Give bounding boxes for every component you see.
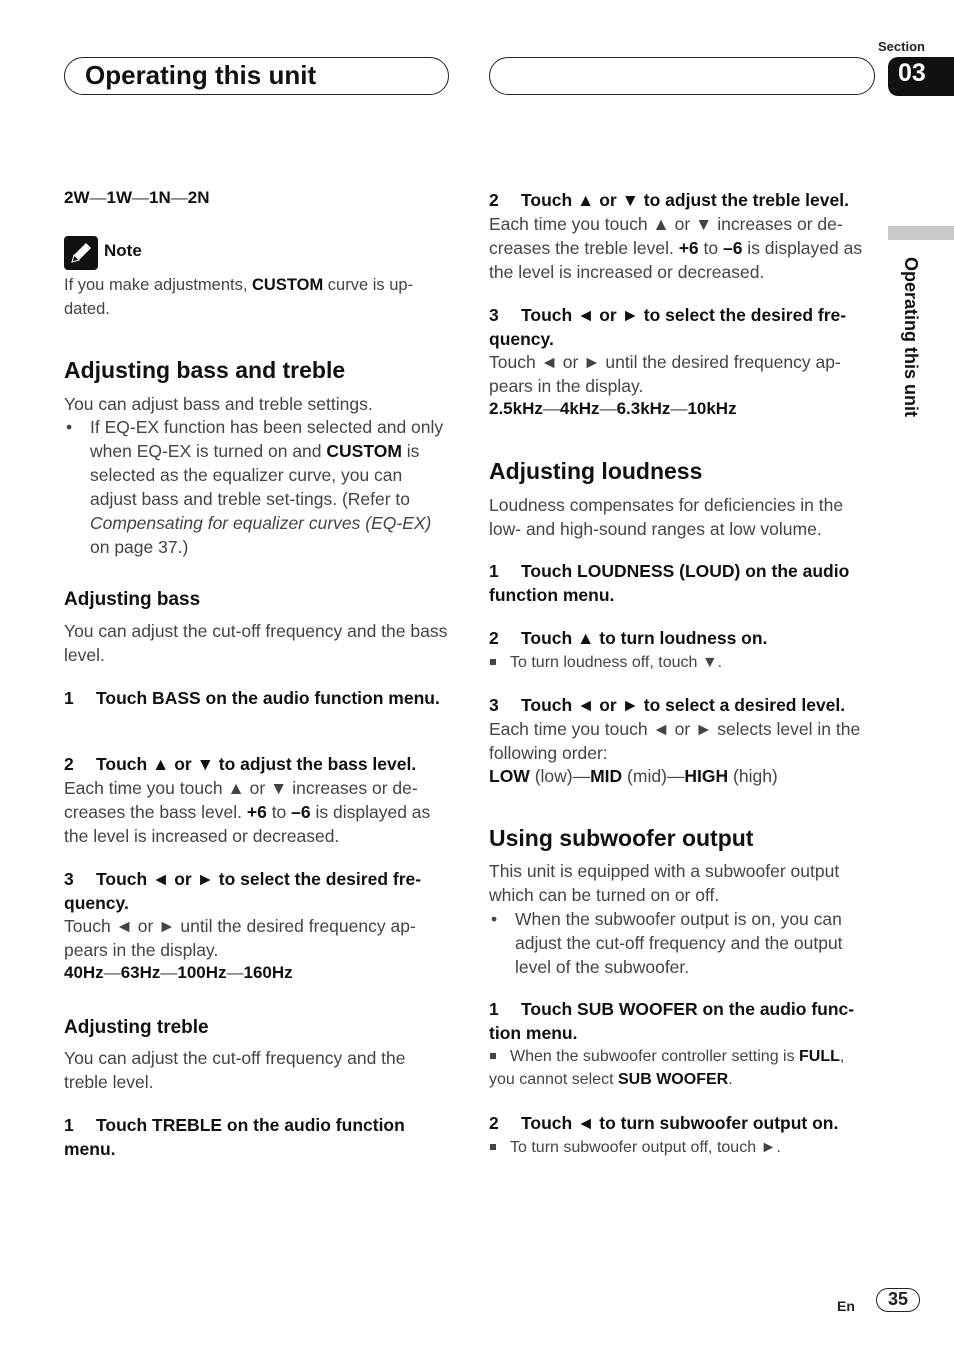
heading-subwoofer: Using subwoofer output xyxy=(489,825,754,851)
seq-item: 2N xyxy=(187,188,210,207)
subwoofer-step-1-note: When the subwoofer controller setting is FULL, you cannot select SUB WOOFER. xyxy=(489,1048,845,1088)
heading-bass: Adjusting bass xyxy=(64,589,201,610)
note-pencil-icon xyxy=(64,236,98,270)
treble-step-1: 1 Touch TREBLE on the audio function menu. xyxy=(64,1115,405,1159)
subwoofer-step-2: 2 Touch ◄ to turn subwoofer output on. xyxy=(489,1113,839,1133)
loudness-step-3-text: Each time you touch ◄ or ► selects level in the following order: xyxy=(489,719,861,763)
page-number: 35 xyxy=(876,1288,920,1312)
side-tab-label: Operating this unit xyxy=(901,257,921,417)
heading-bass-treble: Adjusting bass and treble xyxy=(64,357,346,383)
bass-step-3-text: Touch ◄ or ► until the desired frequency ap-pears in the display. xyxy=(64,916,416,960)
seq-item: 1W xyxy=(106,188,132,207)
loudness-step-2: 2 Touch ▲ to turn loudness on. xyxy=(489,628,768,648)
section-number-badge: 03 xyxy=(888,57,954,96)
treble-intro: You can adjust the cut-off frequency and the treble level. xyxy=(64,1048,406,1092)
heading-loudness: Adjusting loudness xyxy=(489,458,703,484)
treble-step-2-text: Each time you touch ▲ or ▼ increases or de-creases the treble level. +6 to –6 is displayed as the level is increased or decreased. xyxy=(489,214,863,282)
loudness-level-sequence: LOW (low)—MID (mid)—HIGH (high) xyxy=(489,766,778,786)
seq-dash: — xyxy=(170,188,188,207)
side-tab-marker xyxy=(888,226,954,240)
bass-step-3: 3 Touch ◄ or ► to select the desired fre-quency. xyxy=(64,869,422,913)
seq-dash: — xyxy=(132,188,149,207)
bass-step-2: 2 Touch ▲ or ▼ to adjust the bass level. xyxy=(64,754,417,774)
bass-frequency-sequence: 40Hz—63Hz—100Hz—160Hz xyxy=(64,963,293,982)
treble-frequency-sequence: 2.5kHz—4kHz—6.3kHz—10kHz xyxy=(489,399,737,418)
loudness-intro: Loudness compensates for deficiencies in the low- and high-sound ranges at low volume. xyxy=(489,495,844,539)
note-label: Note xyxy=(104,241,142,260)
treble-step-3-text: Touch ◄ or ► until the desired frequency ap-pears in the display. xyxy=(489,352,841,396)
note-text: If you make adjustments, CUSTOM curve is up-dated. xyxy=(64,276,414,318)
header-blank-frame xyxy=(489,57,875,95)
seq-dash: — xyxy=(89,188,107,207)
mode-sequence xyxy=(64,188,209,208)
bass-step-2-text: Each time you touch ▲ or ▼ increases or de-creases the bass level. +6 to –6 is displayed as the level is increased or decreased. xyxy=(64,778,431,846)
treble-step-2: 2 Touch ▲ or ▼ to adjust the treble level. xyxy=(489,190,849,210)
bass-step-1: 1 Touch BASS on the audio function menu. xyxy=(64,688,440,708)
page-title: Operating this unit xyxy=(85,60,317,90)
bass-treble-intro: You can adjust bass and treble settings. xyxy=(64,394,373,414)
header-title-frame xyxy=(64,57,449,95)
loudness-step-1: 1 Touch LOUDNESS (LOUD) on the audio function menu. xyxy=(489,561,850,605)
subwoofer-step-2-note: To turn subwoofer output off, touch ►. xyxy=(489,1136,874,1159)
section-label: Section xyxy=(878,39,925,54)
bass-treble-bullet: • If EQ-EX function has been selected and only when EQ-EX is turned on and CUSTOM is selected as the equalizer curve, you can adjust bass and treble set-tings. (Refer to Compensating for equalizer curves (EQ-EX) on page 37.) xyxy=(66,417,444,557)
heading-treble: Adjusting treble xyxy=(64,1017,209,1038)
treble-step-3: 3 Touch ◄ or ► to select the desired fre-quency. xyxy=(489,305,847,349)
loudness-step-2-note: To turn loudness off, touch ▼. xyxy=(489,651,874,674)
subwoofer-intro: This unit is equipped with a subwoofer output which can be turned on or off. xyxy=(489,861,840,905)
bass-intro: You can adjust the cut-off frequency and the bass level. xyxy=(64,621,448,665)
language-label: En xyxy=(837,1298,855,1314)
seq-item: 2W xyxy=(64,188,90,207)
subwoofer-step-1: 1 Touch SUB WOOFER on the audio func-tion menu. xyxy=(489,999,855,1043)
subwoofer-bullet: • When the subwoofer output is on, you can adjust the cut-off frequency and the output level of the subwoofer. xyxy=(491,909,843,977)
seq-item: 1N xyxy=(149,188,171,207)
loudness-step-3: 3 Touch ◄ or ► to select a desired level. xyxy=(489,695,846,715)
